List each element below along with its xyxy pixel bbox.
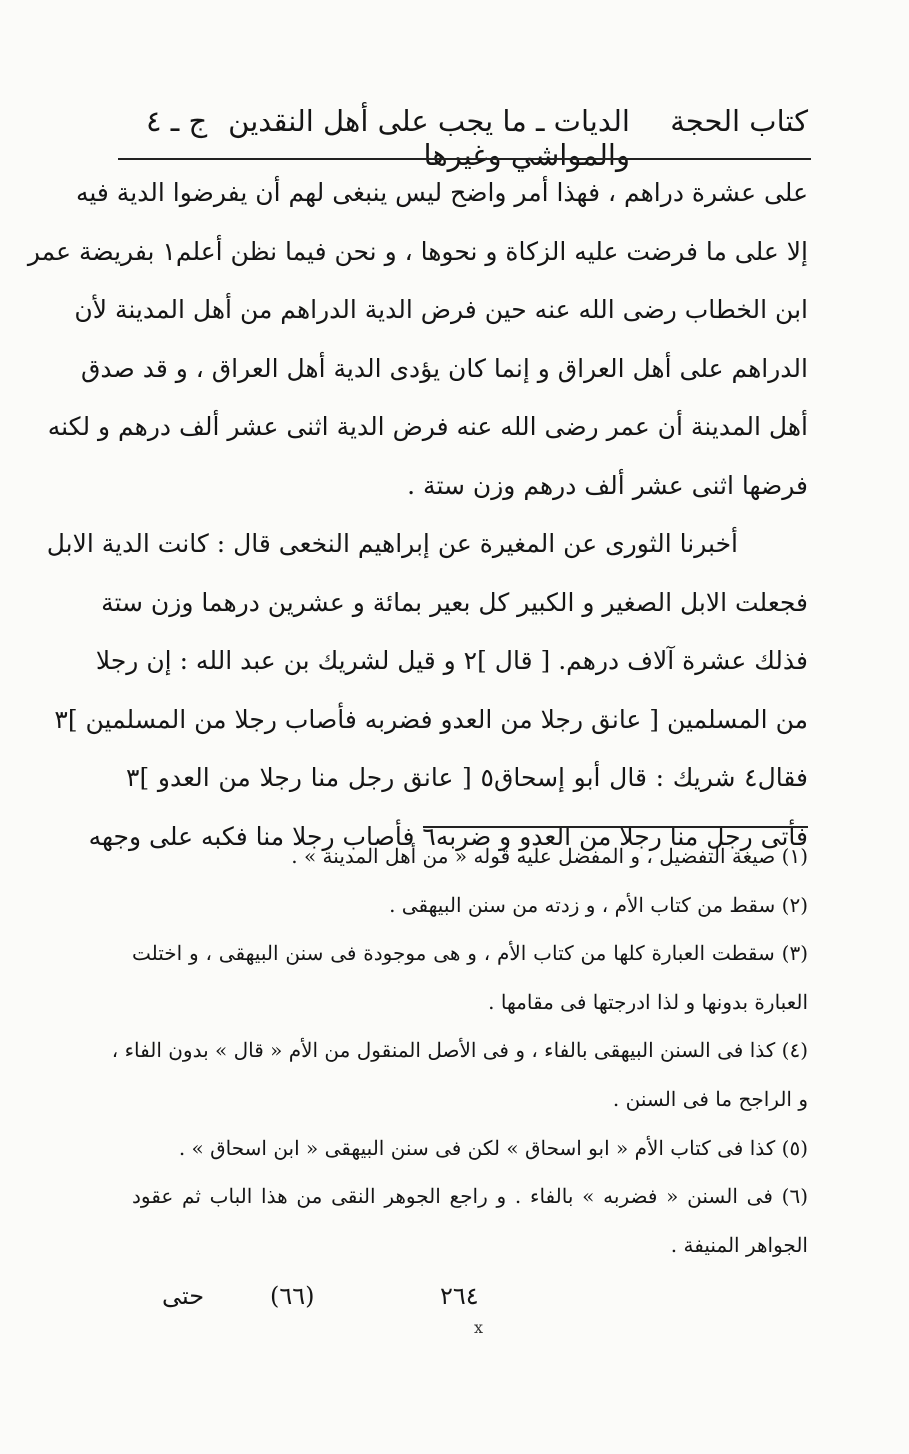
main-text [27,164,808,866]
header-chapter-title: الديات ـ ما يجب على أهل النقدين والمواشي وغيرها [228,104,630,172]
running-header [118,100,808,172]
footnote-line: (٦) فى السنن « فضربه » بالفاء . و راجع الجوهر النقى من هذا الباب ثم عقود [132,1184,808,1209]
footnotes [111,832,808,1269]
footnote-line: العبارة بدونها و لذا ادرجتها فى مقامها . [488,989,808,1014]
text-line: فذلك عشرة آلاف درهم. [ قال ]٢ و قيل لشريك بن عبد الله : إن رجلا [95,646,808,675]
header-rule [118,158,811,160]
signature-number: (٦٦) [270,1282,315,1310]
footnote-line: (٥) كذا فى كتاب الأم « ابو اسحاق » لكن فى سنن البيهقى « ابن اسحاق » . [178,1135,808,1160]
text-line: أخبرنا الثورى عن المغيرة عن إبراهيم النخعى قال : كانت الدية الابل [46,529,738,558]
footnote-line: (٢) سقط من كتاب الأم ، و زدته من سنن البيهقى . [389,892,808,917]
catchword: حتى [162,1282,205,1310]
text-line: إلا على ما فرضت عليه الزكاة و نحوها ، و نحن فيما نظن أعلم١ بفريضة عمر [27,236,808,266]
text-line: من المسلمين [ عانق رجلا من العدو فضربه فأصاب رجلا من المسلمين ]٣ [54,704,808,734]
text-line: فرضها اثنى عشر ألف درهم وزن ستة . [407,470,808,500]
footnote-line: الجواهر المنيفة . [670,1232,808,1257]
text-line: الدراهم على أهل العراق و إنما كان يؤدى الدية أهل العراق ، و قد صدق [81,353,808,383]
text-line: فقال٤ شريك : قال أبو إسحاق٥ [ عانق رجل منا رجلا من العدو ]٣ [126,763,808,792]
text-line: على عشرة دراهم ، فهذا أمر واضح ليس ينبغى لهم أن يفرضوا الدية فيه [75,178,808,207]
footnote-rule [423,826,808,828]
text-line: ابن الخطاب رضى الله عنه حين فرض الدية الدراهم من أهل المدينة لأن [74,295,808,324]
text-line: فأتى رجل منا رجلا من العدو و ضربه٦ فأصاب رجلا منا فكبه على وجهه [88,821,808,851]
header-book-title: كتاب الحجة [670,104,808,138]
printer-mark: x [474,1318,484,1337]
header-volume: ج ـ ٤ [146,104,208,138]
page-number: ٢٦٤ [440,1282,479,1310]
footnote-line: (١) صيغة التفضيل ، و المفضل عليه قوله « من أهل المدينة » . [291,844,808,868]
text-line: فجعلت الابل الصغير و الكبير كل بعير بمائة و عشرين درهما وزن ستة [101,587,808,617]
page-footer [140,1282,560,1322]
footnote-line: و الراجح ما فى السنن . [612,1086,808,1111]
footnote-line: (٣) سقطت العبارة كلها من كتاب الأم ، و هى موجودة فى سنن البيهقى ، و اختلت [132,941,808,966]
footnote-line: (٤) كذا فى السنن البيهقى بالفاء ، و فى الأصل المنقول من الأم « قال » بدون الفاء ، [111,1038,808,1063]
text-line: أهل المدينة أن عمر رضى الله عنه فرض الدية اثنى عشر ألف درهم و لكنه [47,412,808,441]
